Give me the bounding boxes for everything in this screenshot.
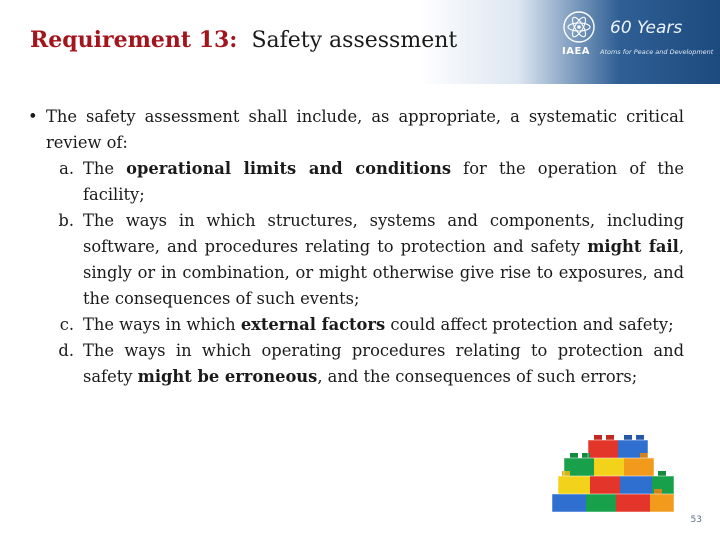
illustration (542, 424, 680, 528)
logo-anniversary: 60 Years (610, 18, 683, 38)
list-item-label: d. (58, 341, 74, 360)
list-item-text-end: could affect protection and safety; (385, 315, 674, 334)
list-item-emphasis: might fail (587, 237, 679, 256)
list-item (28, 208, 684, 312)
list-item-emphasis: external factors (240, 315, 386, 334)
list-item-label: c. (59, 315, 74, 334)
list-item-label: b. (58, 211, 74, 230)
list-item (28, 312, 684, 338)
slide-body (28, 104, 684, 390)
list-item-text-start: The ways in which structures, systems and components, including software, and procedures relating to protection and safety (83, 211, 684, 256)
intro-text: The safety assessment shall include, as appropriate, a systematic critical review of: (46, 107, 684, 152)
list-item-text (83, 312, 684, 338)
list-item-text (83, 208, 684, 312)
list-item-emphasis: might be erroneous (137, 367, 318, 386)
list-item-text (83, 156, 684, 208)
list-item-text-start: The ways in which (83, 315, 241, 334)
list-item-emphasis: operational limits and conditions (126, 159, 451, 178)
slide-header (0, 0, 720, 84)
page-number: 53 (690, 515, 702, 525)
list-item-text-end: for the operation of the facility; (83, 159, 685, 204)
list-item-text-end: , and the consequences of such errors; (317, 367, 638, 386)
iaea-60-years-logo (558, 6, 714, 62)
list-item (28, 338, 684, 390)
title-topic: Safety assessment (251, 28, 458, 53)
bullet-icon: • (28, 107, 38, 126)
title-requirement: Requirement 13: (30, 27, 238, 53)
atom-emblem-icon (562, 10, 596, 44)
list-item (28, 156, 684, 208)
logo-tagline: Atoms for Peace and Development (600, 48, 714, 56)
list-item-text-start: The ways in which operating procedures relating to protection and safety (83, 341, 684, 386)
list-item-text-end: , singly or in combination, or might otherwise give rise to exposures, and the consequences of such events; (83, 237, 684, 308)
list-item-label: a. (59, 159, 74, 178)
slide-title (30, 27, 457, 53)
list-item-text-start: The (83, 159, 127, 178)
toy-building-blocks-icon (542, 424, 680, 528)
list-item-text (83, 338, 684, 390)
logo-abbreviation: IAEA (562, 46, 591, 57)
intro-bullet (28, 104, 684, 156)
